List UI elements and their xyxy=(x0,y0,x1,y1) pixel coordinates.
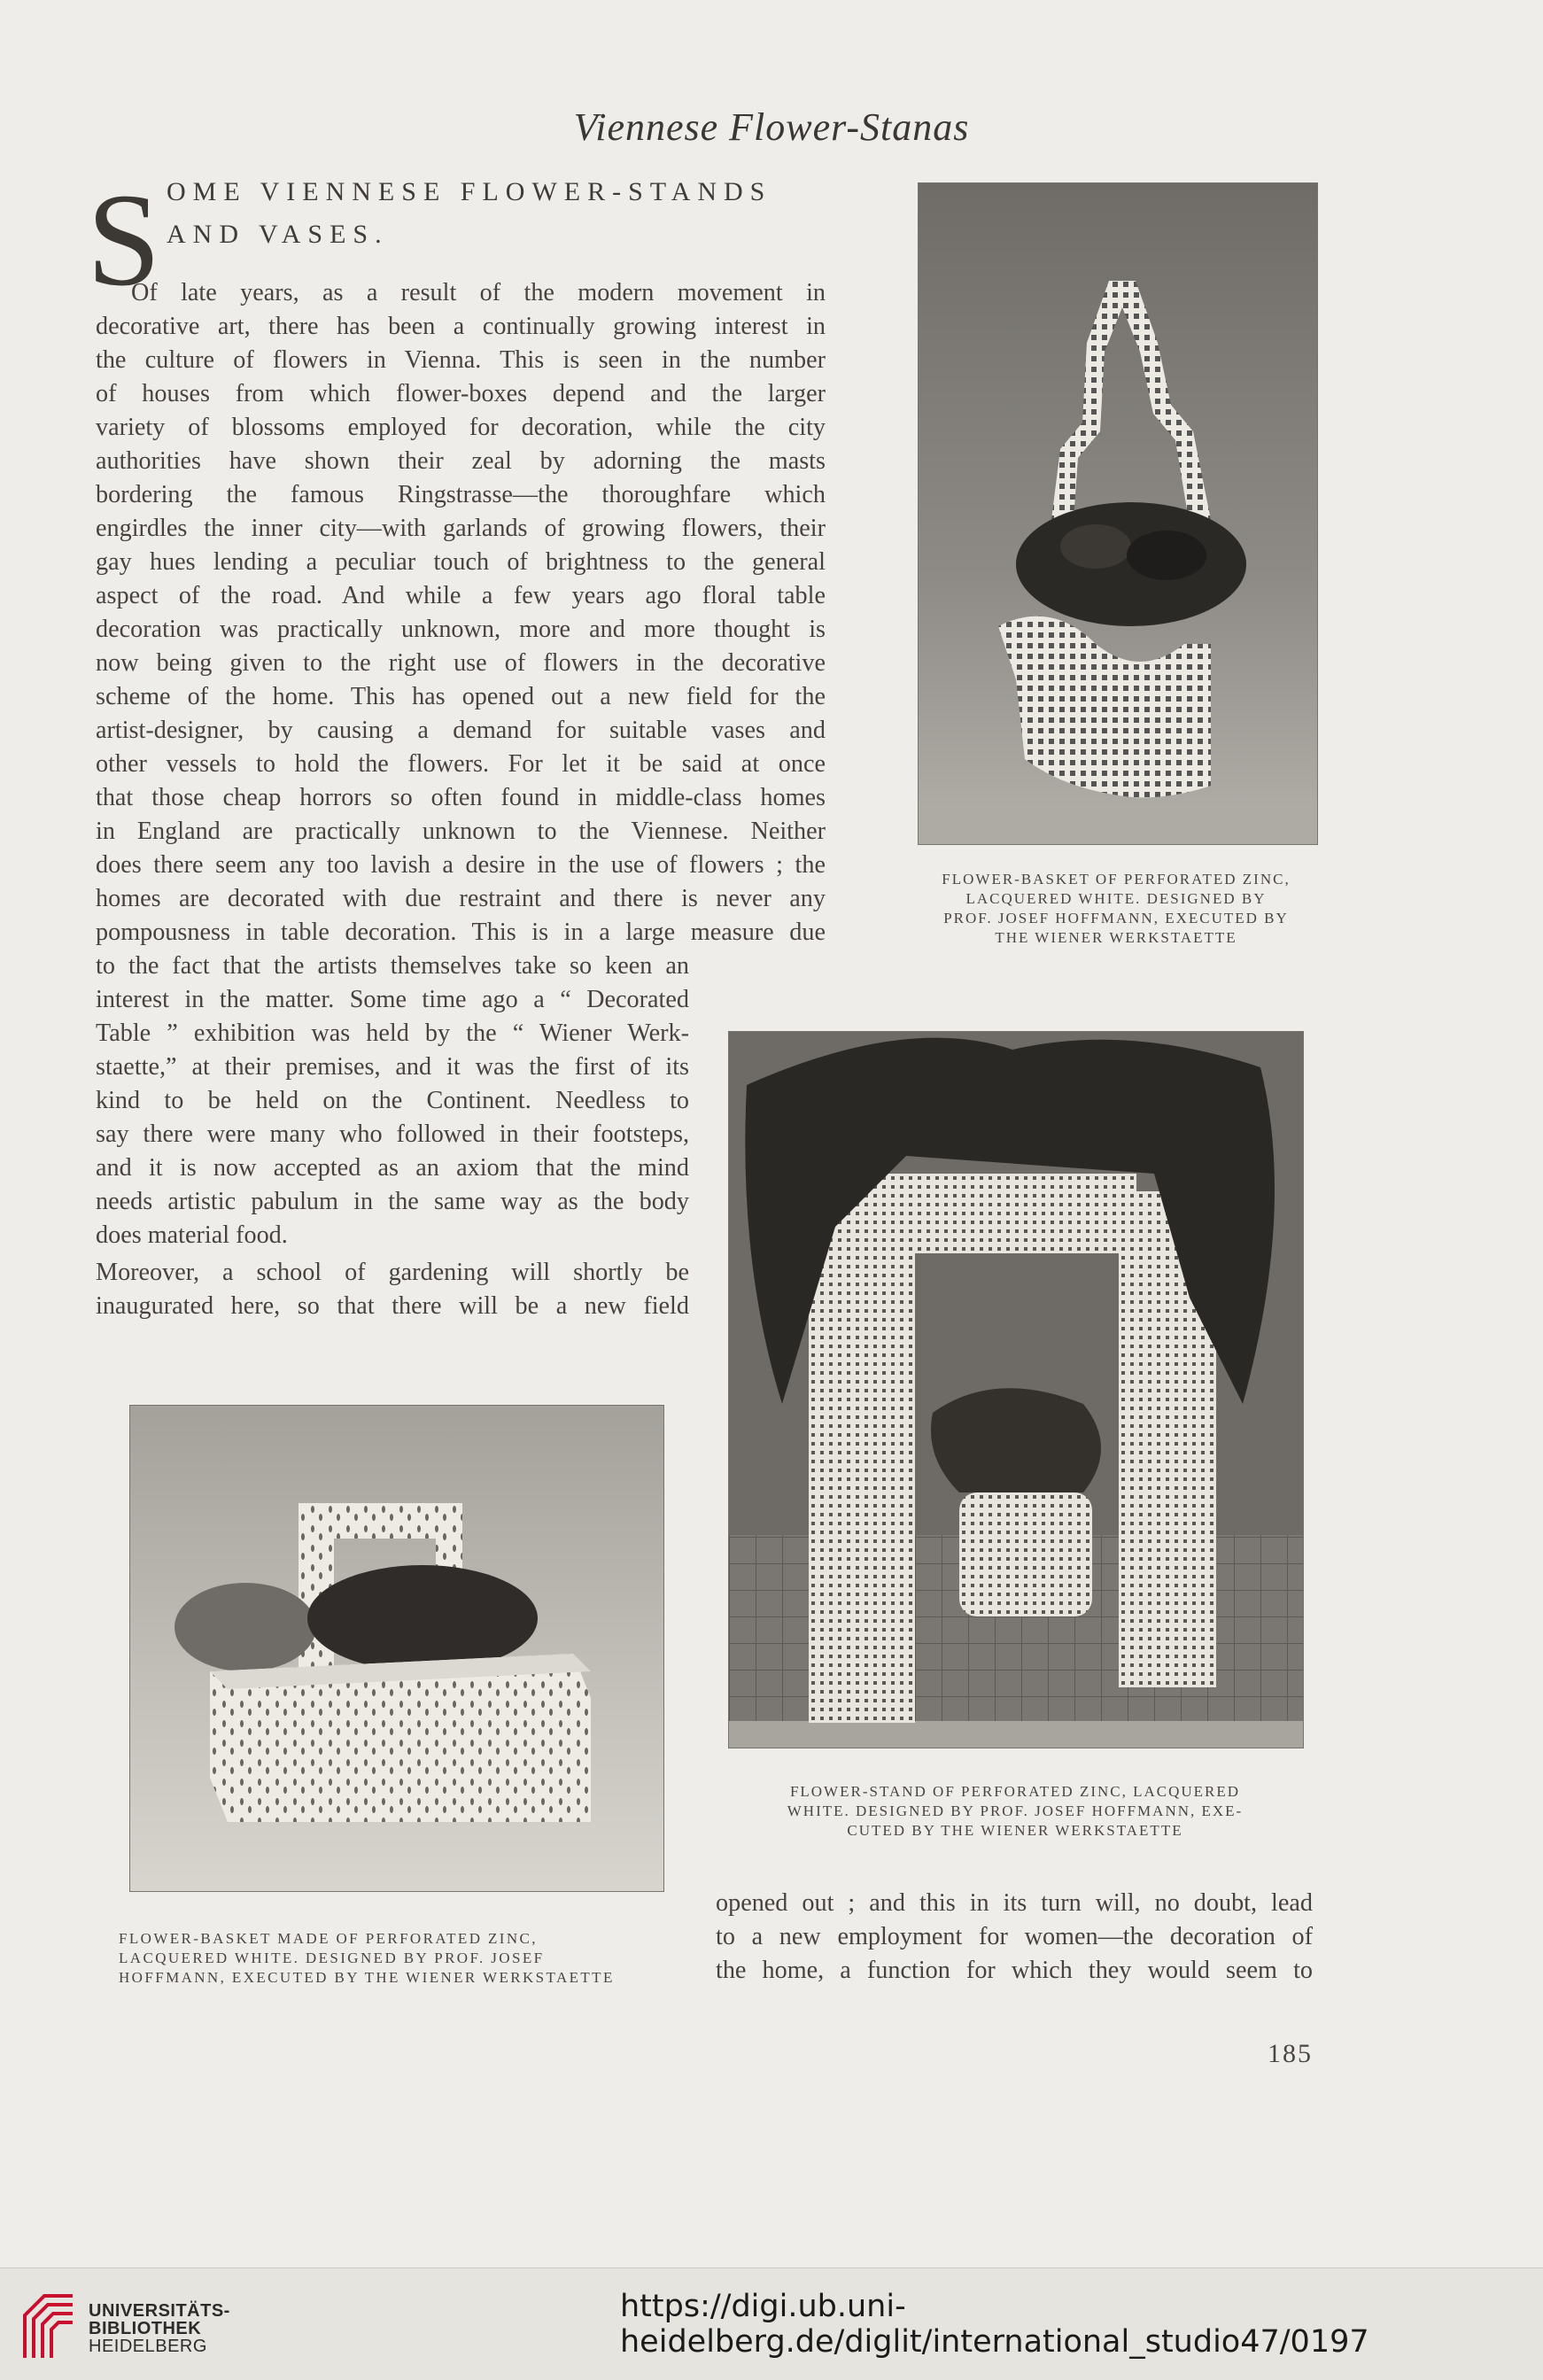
text-line: authorities have shown their zeal by adorning the masts xyxy=(96,447,826,475)
library-name-line-2: BIBLIOTHEK xyxy=(89,2319,202,2338)
text-line: Table ” exhibition was held by the “ Wiener Werk- xyxy=(96,1019,689,1047)
text-line: aspect of the road. And while a few years ago floral table xyxy=(96,582,826,609)
caption-line: LACQUERED WHITE. DESIGNED BY PROF. JOSEF xyxy=(119,1950,545,1966)
caption-line: THE WIENER WERKSTAETTE xyxy=(995,929,1237,946)
text-line: artist-designer, by causing a demand for suitable vases and xyxy=(96,717,826,744)
text-line: does there seem any too lavish a desire in the use of flowers ; the xyxy=(96,851,826,879)
caption-figure-2 xyxy=(725,1782,1306,1841)
text-line: scheme of the home. This has opened out a new field for the xyxy=(96,683,826,710)
text-line: variety of blossoms employed for decoration, while the city xyxy=(96,414,826,441)
body-text-block-3 xyxy=(96,1256,689,1323)
caption-line: CUTED BY THE WIENER WERKSTAETTE xyxy=(847,1822,1183,1839)
text-line: the culture of flowers in Vienna. This is seen in the number xyxy=(96,346,826,374)
library-name-line-1: UNIVERSITÄTS- xyxy=(89,2301,230,2321)
ub-heidelberg-logo-icon xyxy=(18,2289,81,2363)
photo-flower-basket-rectangular xyxy=(129,1405,664,1892)
text-line: now being given to the right use of flowers in the decorative xyxy=(96,649,826,677)
text-line: does material food. xyxy=(96,1221,288,1249)
source-url-link[interactable]: https://digi.ub.uni-heidelberg.de/diglit/international_studio47/0197 xyxy=(620,2289,1369,2360)
text-line: homes are decorated with due restraint and there is never any xyxy=(96,885,826,912)
text-line: of houses from which flower-boxes depend and the larger xyxy=(96,380,826,407)
text-line: interest in the matter. Some time ago a “ Decorated xyxy=(96,986,689,1013)
caption-line: LACQUERED WHITE. DESIGNED BY xyxy=(965,890,1267,907)
text-line: decoration was practically unknown, more and more thought is xyxy=(96,616,826,643)
text-line: gay hues lending a peculiar touch of brightness to the general xyxy=(96,548,826,576)
text-line: Of late years, as a result of the modern movement in xyxy=(131,279,826,306)
text-line: say there were many who followed in their footsteps, xyxy=(96,1120,689,1148)
caption-line: FLOWER-BASKET MADE OF PERFORATED ZINC, xyxy=(119,1930,538,1947)
article-title-line-1: OME VIENNESE FLOWER-STANDS xyxy=(167,177,772,206)
text-line: and it is now accepted as an axiom that the mind xyxy=(96,1154,689,1182)
running-title: Viennese Flower-Stanas xyxy=(573,105,970,149)
text-line: that those cheap horrors so often found in middle-class homes xyxy=(96,784,826,811)
drop-cap: S xyxy=(87,167,161,314)
caption-line: FLOWER-BASKET OF PERFORATED ZINC, xyxy=(942,871,1291,888)
text-line: the home, a function for which they would seem to xyxy=(716,1957,1313,1984)
library-name-line-3: HEIDELBERG xyxy=(89,2337,207,2356)
text-line: to the fact that the artists themselves take so keen an xyxy=(96,952,689,980)
flower-stand-illustration xyxy=(729,1032,1303,1748)
rectangular-basket-illustration xyxy=(130,1406,663,1891)
text-line: in England are practically unknown to the Viennese. Neither xyxy=(96,818,826,845)
caption-figure-1 xyxy=(895,870,1338,948)
page-number: 185 xyxy=(1268,2039,1313,2068)
photo-flower-basket-handle xyxy=(918,182,1318,845)
caption-line: WHITE. DESIGNED BY PROF. JOSEF HOFFMANN, EXE- xyxy=(787,1802,1244,1819)
flower-basket-illustration xyxy=(919,183,1317,844)
text-line: staette,” at their premises, and it was the first of its xyxy=(96,1053,689,1081)
caption-line: FLOWER-STAND OF PERFORATED ZINC, LACQUERED xyxy=(789,1783,1241,1800)
text-line: decorative art, there has been a continually growing interest in xyxy=(96,313,826,340)
text-line: bordering the famous Ringstrasse—the thoroughfare which xyxy=(96,481,826,508)
text-line: needs artistic pabulum in the same way as the body xyxy=(96,1188,689,1215)
text-line: Moreover, a school of gardening will shortly be xyxy=(96,1259,689,1286)
body-text-block-1 xyxy=(96,276,826,950)
text-line: to a new employment for women—the decoration of xyxy=(716,1923,1313,1950)
text-line: opened out ; and this in its turn will, no doubt, lead xyxy=(716,1889,1313,1917)
text-line: inaugurated here, so that there will be a new field xyxy=(96,1292,689,1320)
photo-flower-stand xyxy=(728,1031,1304,1748)
body-text-block-4 xyxy=(716,1887,1313,1988)
text-line: pompousness in table decoration. This is in a large measure due xyxy=(96,919,826,946)
caption-line: HOFFMANN, EXECUTED BY THE WIENER WERKSTAETTE xyxy=(119,1969,615,1986)
text-line: kind to be held on the Continent. Needless to xyxy=(96,1087,689,1114)
text-line: other vessels to hold the flowers. For let it be said at once xyxy=(96,750,826,778)
text-line: engirdles the inner city—with garlands of growing flowers, their xyxy=(96,515,826,542)
caption-figure-3 xyxy=(119,1929,654,1988)
body-text-block-2 xyxy=(96,950,689,1252)
article-title-line-2: AND VASES. xyxy=(167,220,389,249)
caption-line: PROF. JOSEF HOFFMANN, EXECUTED BY xyxy=(943,910,1289,926)
